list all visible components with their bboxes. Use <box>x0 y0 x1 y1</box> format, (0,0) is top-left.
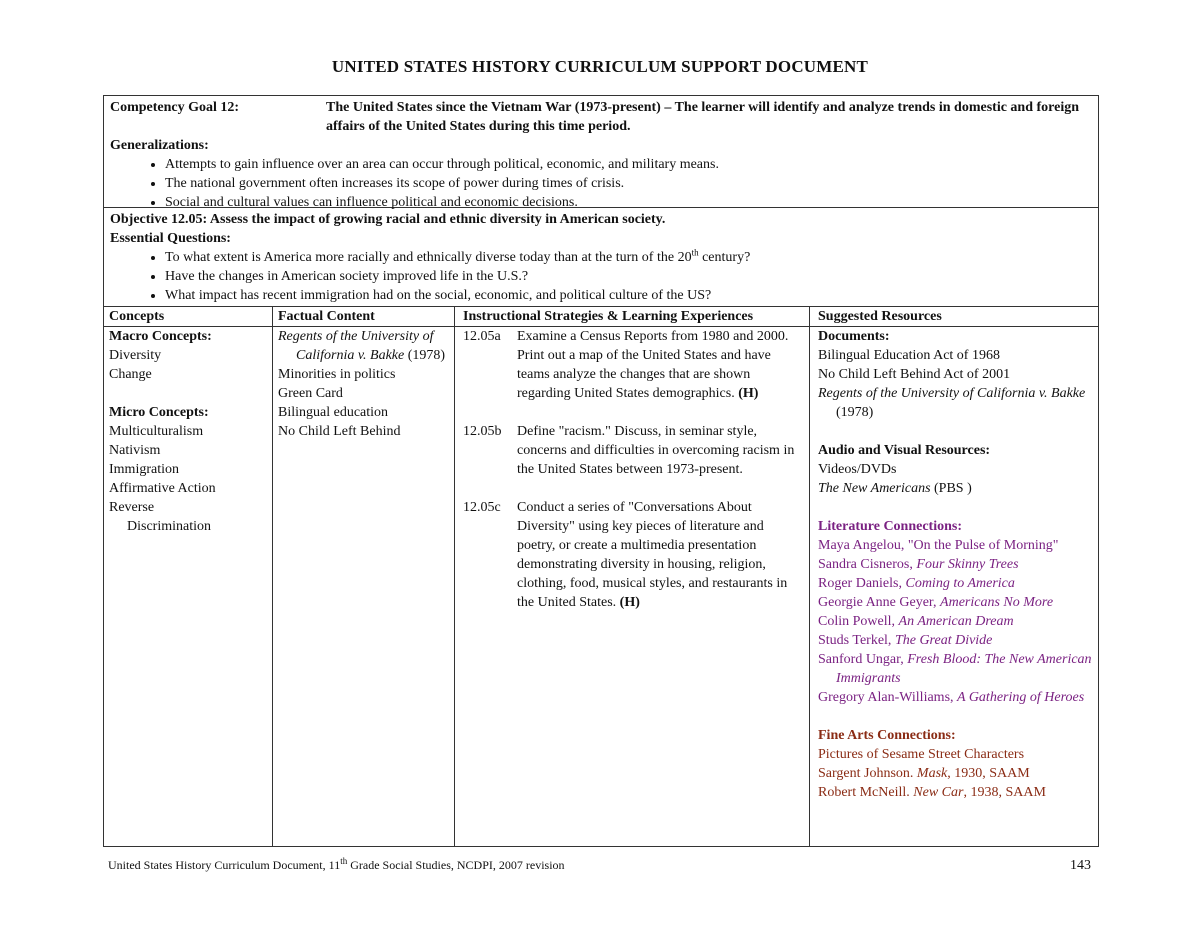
goal-label: Competency Goal 12: <box>110 100 240 115</box>
factual-item: Bilingual education <box>278 405 389 420</box>
case-name: Regents of the University of California v. Bakke <box>818 386 1086 401</box>
strategies-header: Instructional Strategies & Learning Experiences <box>455 307 809 327</box>
ordinal-suffix: th <box>691 247 699 258</box>
strategy-tag: (H) <box>738 386 759 401</box>
literature-item <box>818 631 1093 650</box>
essential-questions-label: Essential Questions: <box>110 231 231 246</box>
strategy-item <box>463 422 804 479</box>
document-title: UNITED STATES HISTORY CURRICULUM SUPPORT DOCUMENT <box>331 57 869 76</box>
literature-work: Coming to America <box>905 576 1015 591</box>
micro-concepts-label: Micro Concepts: <box>109 405 209 420</box>
micro-concept: Nativism <box>109 443 161 458</box>
micro-concept: Affirmative Action <box>109 481 216 496</box>
generalization-item: • The national government often increases its scope of power during times of crisis. <box>165 174 1092 193</box>
factual-case <box>278 327 449 365</box>
concepts-column <box>104 307 273 846</box>
literature-work: Americans No More <box>940 595 1054 610</box>
av-item <box>818 479 1093 498</box>
essential-question: • What impact has recent immigration had on the social, economic, and political culture of the US? <box>165 286 1092 305</box>
strategy-id: 12.05b <box>463 424 502 439</box>
artist: Sargent Johnson. <box>818 766 917 781</box>
literature-item <box>818 555 1093 574</box>
footer-text-end: Grade Social Studies, NCDPI, 2007 revision <box>347 858 565 872</box>
micro-concept: Reverse <box>109 500 155 515</box>
strategy-id: 12.05a <box>463 329 501 344</box>
av-source: (PBS ) <box>930 481 972 496</box>
av-resources-label: Audio and Visual Resources: <box>818 443 991 458</box>
literature-list <box>818 536 1093 707</box>
strategy-tag: (H) <box>619 595 640 610</box>
strategy-id: 12.05c <box>463 500 501 515</box>
fine-arts-item: Pictures of Sesame Street Characters <box>818 747 1025 762</box>
factual-item: No Child Left Behind <box>278 424 401 439</box>
literature-author: Studs Terkel, <box>818 633 895 648</box>
literature-work: A Gathering of Heroes <box>957 690 1085 705</box>
literature-item <box>818 688 1093 707</box>
page-footer <box>108 858 565 873</box>
literature-work: The Great Divide <box>894 633 993 648</box>
generalization-item: • Attempts to gain influence over an area can occur through political, economic, and military means. <box>165 155 1092 174</box>
fine-arts-label: Fine Arts Connections: <box>818 728 956 743</box>
strategies-column <box>455 307 810 846</box>
factual-content-column <box>273 307 455 846</box>
footer-text: United States History Curriculum Document, 11 <box>108 858 341 872</box>
literature-item <box>818 574 1093 593</box>
documents-label: Documents: <box>818 329 890 344</box>
literature-item <box>818 536 1093 555</box>
document-item: Bilingual Education Act of 1968 <box>818 348 1000 363</box>
artwork: New Car <box>913 785 964 800</box>
concepts-header: Concepts <box>104 307 272 327</box>
strategy-item <box>463 498 804 612</box>
factual-item: Green Card <box>278 386 343 401</box>
curriculum-table <box>103 95 1099 847</box>
literature-author: Sandra Cisneros, <box>818 557 917 572</box>
factual-item: Minorities in politics <box>278 367 396 382</box>
literature-work: "On the Pulse of Morning" <box>907 538 1059 553</box>
literature-work: Fresh Blood: The New American Immigrants <box>836 652 1092 686</box>
generalizations-list <box>110 155 1092 212</box>
document-item: No Child Left Behind Act of 2001 <box>818 367 1011 382</box>
artwork: Mask <box>916 766 948 781</box>
question-text: To what extent is America more racially and ethnically diverse today than at the turn of the 20 <box>165 250 692 265</box>
competency-goal-section <box>104 96 1098 208</box>
literature-work: Four Skinny Trees <box>916 557 1019 572</box>
literature-author: Gregory Alan-Williams, <box>818 690 958 705</box>
document-item <box>818 384 1093 422</box>
question-text-end: century? <box>698 250 751 265</box>
objective-section <box>104 208 1098 307</box>
literature-author: Sanford Ungar, <box>818 652 908 667</box>
av-item: Videos/DVDs <box>818 462 897 477</box>
essential-question: • Have the changes in American society improved life in the U.S.? <box>165 267 1092 286</box>
macro-concept: Change <box>109 367 152 382</box>
factual-header: Factual Content <box>273 307 454 327</box>
literature-work: An American Dream <box>898 614 1014 629</box>
artwork-info: , 1930, SAAM <box>947 766 1030 781</box>
literature-author: Roger Daniels, <box>818 576 906 591</box>
case-name: Regents of the University of California v. Bakke <box>278 329 434 363</box>
macro-concept: Diversity <box>109 348 162 363</box>
case-year: (1978) <box>836 405 874 420</box>
objective-text: Objective 12.05: Assess the impact of growing racial and ethnic diversity in American society. <box>110 212 666 227</box>
generalization-item: • Social and cultural values can influence political and economic decisions. <box>165 193 1092 212</box>
fine-arts-item <box>818 764 1093 783</box>
av-title: The New Americans <box>818 481 931 496</box>
footer-ordinal: th <box>340 856 348 866</box>
micro-concept: Multiculturalism <box>109 424 204 439</box>
case-year: (1978) <box>407 348 446 363</box>
literature-item <box>818 593 1093 612</box>
strategy-text: Examine a Census Reports from 1980 and 2000. Print out a map of the United States and have teams analyze the changes that are shown regarding United States demographics. <box>517 329 789 401</box>
literature-author: Georgie Anne Geyer, <box>818 595 941 610</box>
micro-concept-continued: Discrimination <box>127 519 211 534</box>
content-grid <box>104 307 1098 846</box>
resources-header: Suggested Resources <box>810 307 1098 327</box>
literature-author: Maya Angelou, <box>818 538 908 553</box>
strategy-text: Define "racism." Discuss, in seminar style, concerns and difficulties in overcoming racism in the United States between 1973-present. <box>517 424 795 477</box>
literature-label: Literature Connections: <box>818 519 962 534</box>
page-number: 143 <box>1070 858 1091 873</box>
artwork-info: , 1938, SAAM <box>963 785 1046 800</box>
macro-concepts-label: Macro Concepts: <box>109 329 212 344</box>
strategy-text: Conduct a series of "Conversations About Diversity" using key pieces of literature and poetry, or create a multimedia presentation demonstrating diversity in housing, religion, clothing, food, musical styles, and restaurants in the United States. <box>517 500 788 610</box>
micro-concept: Immigration <box>109 462 179 477</box>
generalizations-label: Generalizations: <box>110 138 209 153</box>
essential-questions-list <box>110 248 1092 305</box>
goal-text: The United States since the Vietnam War (1973-present) – The learner will identify and analyze trends in domestic and foreign affairs of the United States during this time period. <box>326 100 1080 134</box>
literature-item <box>818 650 1093 688</box>
essential-question <box>165 248 1092 267</box>
literature-item <box>818 612 1093 631</box>
fine-arts-item <box>818 783 1093 802</box>
strategy-item <box>463 327 804 403</box>
resources-column <box>810 307 1098 846</box>
artist: Robert McNeill. <box>818 785 914 800</box>
literature-author: Colin Powell, <box>818 614 899 629</box>
